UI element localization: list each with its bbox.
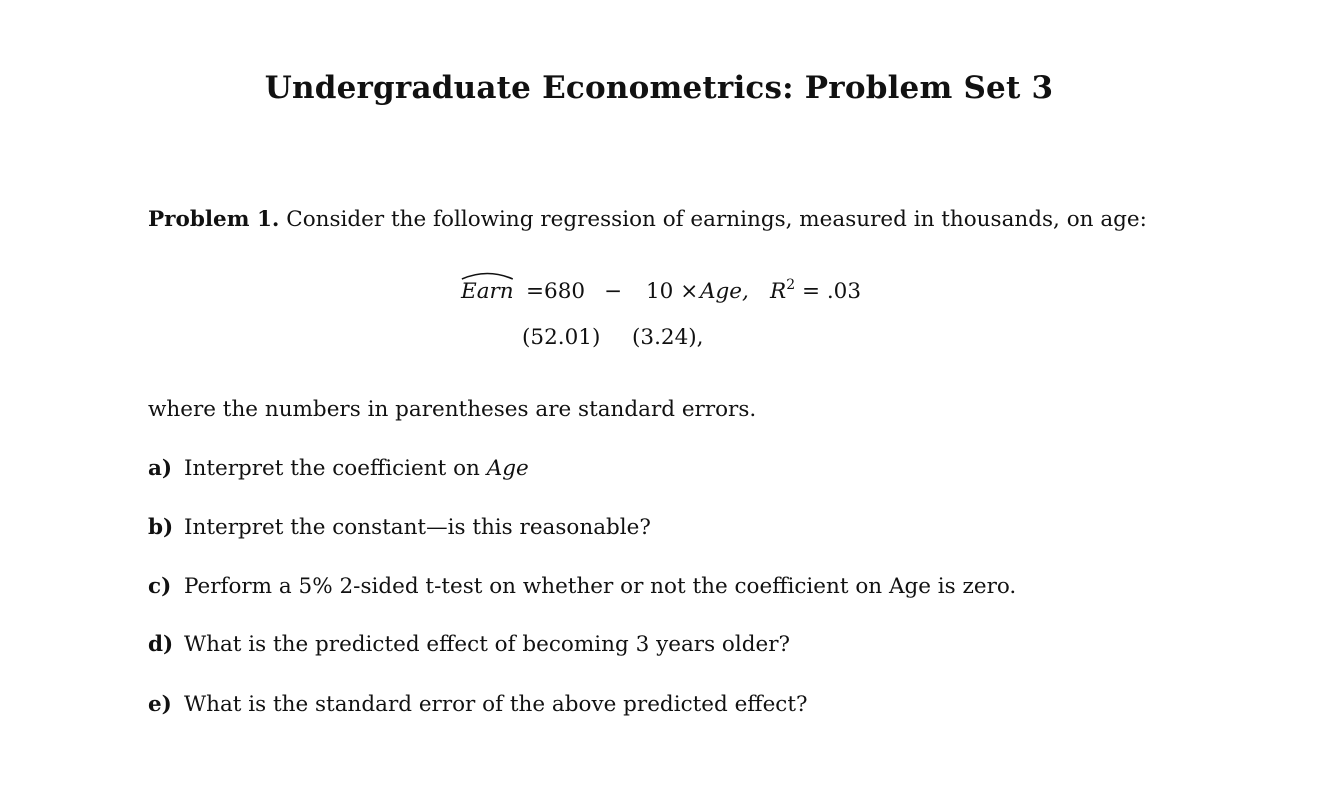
standard-error-note: where the numbers in parentheses are standard errors.: [148, 397, 757, 422]
list-item-c: [148, 574, 1016, 599]
list-item-b: [148, 515, 651, 540]
equation-constant: =680: [526, 279, 586, 304]
item-label: e): [148, 692, 172, 717]
equation-lhs-text: Earn: [461, 279, 514, 304]
problem-intro-text: Consider the following regression of earnings, measured in thousands, on age:: [286, 207, 1147, 232]
item-text: Interpret the constant—is this reasonable?: [184, 515, 651, 540]
se-constant: (52.01): [522, 325, 601, 350]
item-text: What is the predicted effect of becoming 3 years older?: [184, 632, 791, 657]
list-item-e: [148, 692, 808, 717]
list-item-d: [148, 632, 790, 657]
problem-label: Problem 1.: [148, 207, 280, 232]
item-text: What is the standard error of the above predicted effect?: [184, 692, 808, 717]
item-italic-variable: Age: [486, 456, 529, 481]
page-title: Undergraduate Econometrics: Problem Set 3: [264, 70, 1054, 106]
item-label: a): [148, 456, 173, 481]
equation-r2: [770, 279, 861, 304]
hat-accent-icon: [461, 270, 514, 280]
se-slope: (3.24),: [632, 325, 704, 350]
item-label: d): [148, 632, 174, 657]
equation-lhs: [461, 279, 514, 304]
r2-value: = .03: [801, 279, 862, 304]
list-item-a: [148, 456, 529, 481]
problem-intro: [148, 207, 1147, 232]
item-label: c): [148, 574, 172, 599]
r2-symbol: R: [770, 279, 787, 304]
equation-variable: Age,: [700, 279, 749, 304]
r2-exponent: 2: [786, 277, 796, 293]
item-text: Perform a 5% 2-sided t-test on whether or not the coefficient on Age is zero.: [184, 574, 1017, 599]
item-text: Interpret the coefficient on: [184, 456, 480, 481]
equation-operator: −: [604, 279, 623, 304]
equation-slope: 10 ×: [646, 279, 699, 304]
item-label: b): [148, 515, 174, 540]
